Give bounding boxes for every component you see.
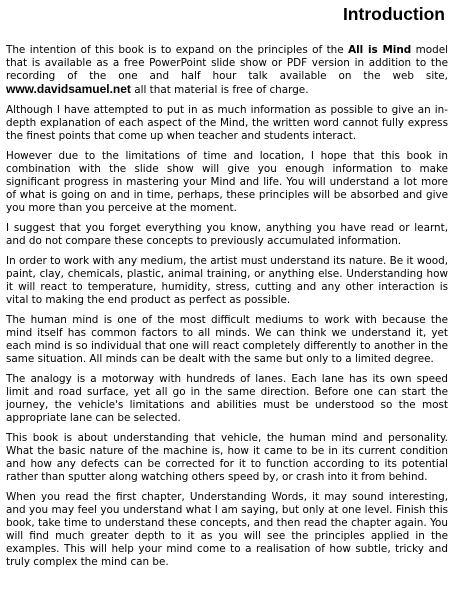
paragraph-6: The human mind is one of the most difficult mediums to work with because the mind itself has common factors to all minds. We can think we understand it, yet each mind is so individual that one will react completely differently to another in the same situation. All minds can be dealt with the same but only to a limited degree. xyxy=(6,314,448,365)
paragraph-intent xyxy=(6,44,448,97)
para1-text-a: The intention of this book is to expand on the principles of the xyxy=(6,44,349,56)
paragraph-5: In order to work with any medium, the artist must understand its nature. Be it wood, paint, clay, chemicals, plastic, animal training, or anything else. Understanding how it will react to temperature, humidity, stress, cutting and any other interaction is vital to making the end product as perfect as possible. xyxy=(6,255,448,306)
paragraph-7: The analogy is a motorway with hundreds of lanes. Each lane has its own speed limit and road surface, yet all go in the same direction. Before one can start the journey, the vehicle's limitations and abilities must be understood so the most appropriate lane can be selected. xyxy=(6,373,448,424)
page-title: Introduction xyxy=(342,4,445,24)
brand-name: All is Mind xyxy=(348,44,412,56)
paragraph-8: This book is about understanding that vehicle, the human mind and personality. What the basic nature of the machine is, how it came to be in its current condition and how any defects can be corrected for it to function according to its potential rather than sputter along watching others speed by, or crash into it from behind. xyxy=(6,432,448,483)
website-link[interactable]: www.davidsamuel.net xyxy=(6,82,131,96)
paragraph-4: I suggest that you forget everything you know, anything you have read or learnt, and do not compare these concepts to previously accumulated information. xyxy=(6,222,448,247)
para1-text-c: all that material is free of charge. xyxy=(130,84,309,96)
paragraph-9: When you read the first chapter, Understanding Words, it may sound interesting, and you may feel you understand what I am saying, but only at one level. Finish this book, take time to understand these concepts, and then read the chapter again. You will find much greater depth to it as you will see the principles applied in the examples. This will help your mind come to a realisation of how subtle, tricky and truly complex the mind can be. xyxy=(6,491,448,568)
para1-text-b: model that is available as a free PowerPoint slide show or PDF version in addition to the recording of the one and half hour talk available on the web site, xyxy=(6,44,448,82)
paragraph-3: However due to the limitations of time and location, I hope that this book in combination with the slide show will give you enough information to make significant progress in mastering your Mind and life. You will understand a lot more of what is going on and in time, perhaps, these principles will be absorbed and give you more than you perceive at the moment. xyxy=(6,150,448,214)
paragraph-2: Although I have attempted to put in as much information as possible to give an in-depth explanation of each aspect of the Mind, the written word cannot fully express the finest points that come up when teacher and students interact. xyxy=(6,104,448,142)
